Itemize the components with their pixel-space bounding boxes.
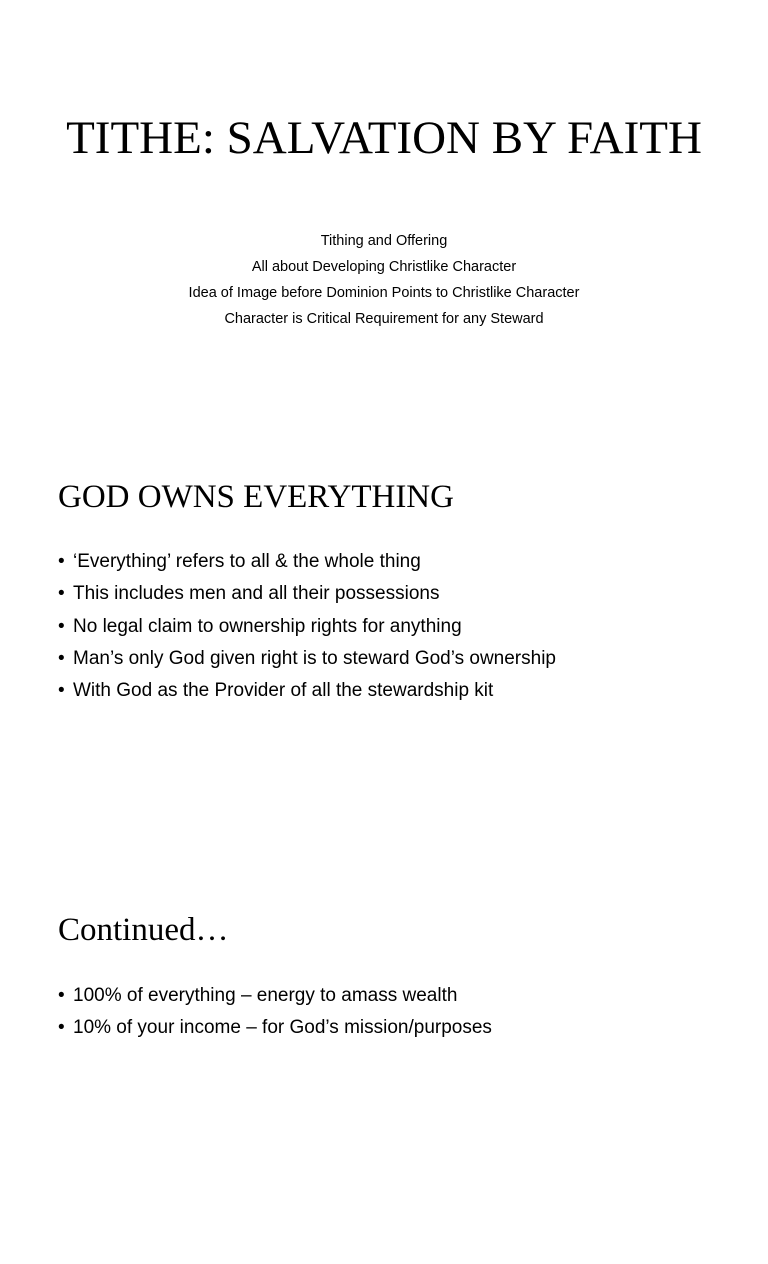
subtitle-line: Character is Critical Requirement for any Steward	[224, 311, 544, 327]
bullet-dot-icon: •	[58, 551, 65, 572]
bullet-text: 100% of everything – energy to amass wealth	[73, 985, 458, 1006]
subtitle-line: Tithing and Offering	[320, 233, 448, 249]
bullet-list	[58, 546, 738, 707]
bullet-dot-icon: •	[58, 647, 65, 669]
bullet-list	[58, 980, 738, 1045]
bullet-dot-icon: •	[58, 1017, 65, 1039]
bullet-text: Man’s only God given right is to steward God’s ownership	[73, 647, 556, 669]
bullet-dot-icon: •	[58, 985, 65, 1006]
bullet-item	[58, 546, 738, 578]
slide-continued	[0, 880, 768, 1264]
slide-heading: GOD OWNS EVERYTHING	[58, 479, 454, 515]
slide-title-heading: TITHE: SALVATION BY FAITH	[66, 112, 702, 164]
bullet-item	[58, 578, 738, 610]
bullet-text: With God as the Provider of all the stewardship kit	[73, 680, 494, 702]
bullet-text: This includes men and all their possessions	[73, 583, 440, 605]
bullet-dot-icon: •	[58, 583, 65, 605]
slide-heading: Continued…	[58, 912, 229, 948]
bullet-item	[58, 611, 738, 643]
bullet-text: 10% of your income – for God’s mission/purposes	[73, 1017, 492, 1039]
bullet-dot-icon: •	[58, 615, 65, 637]
slide-god-owns-everything	[0, 440, 768, 824]
bullet-text: No legal claim to ownership rights for anything	[73, 615, 462, 637]
subtitle-line: Idea of Image before Dominion Points to Christlike Character	[188, 285, 580, 301]
bullet-text: ‘Everything’ refers to all & the whole thing	[73, 551, 421, 572]
slide-subtitle-list	[60, 228, 708, 332]
bullet-item	[58, 675, 738, 707]
slide-title	[0, 0, 768, 384]
bullet-item	[58, 643, 738, 675]
subtitle-line: All about Developing Christlike Character	[251, 259, 517, 275]
bullet-item	[58, 980, 738, 1012]
bullet-item	[58, 1012, 738, 1044]
bullet-dot-icon: •	[58, 680, 65, 702]
